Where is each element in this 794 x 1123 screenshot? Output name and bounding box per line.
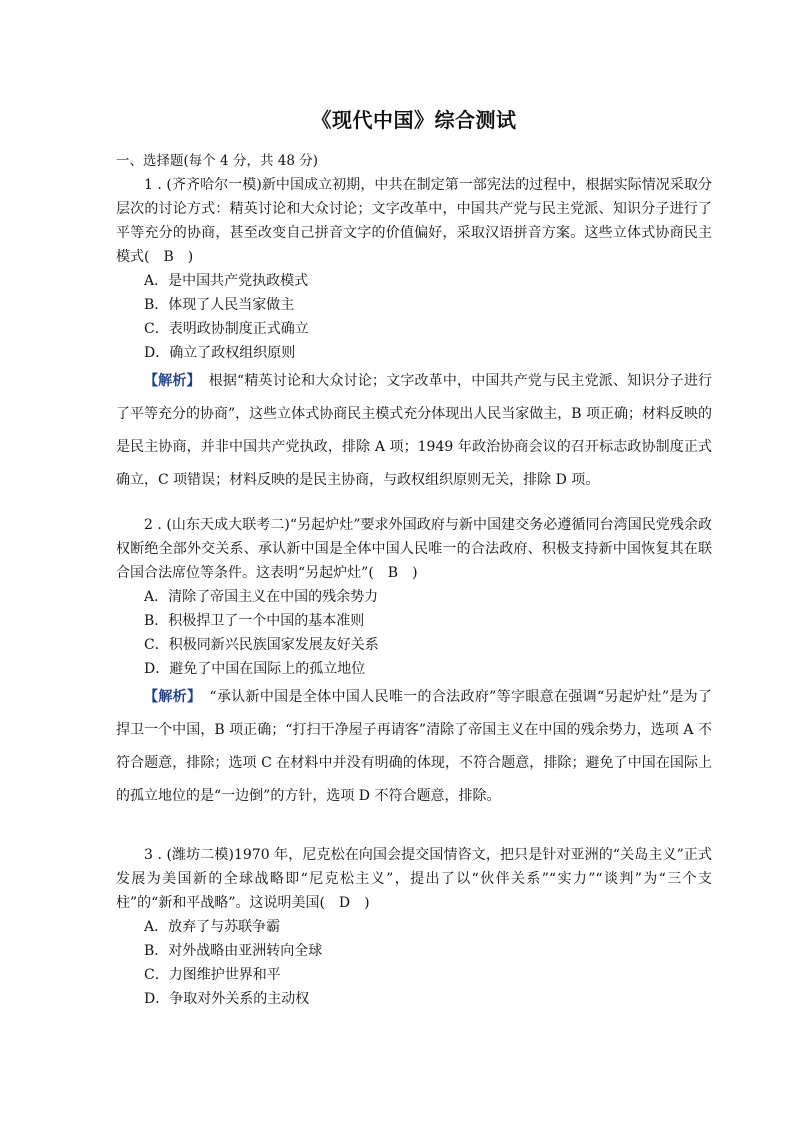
question-1: [116, 173, 712, 497]
analysis-text: 根据“精英讨论和大众讨论；文字改革中，中国共产党与民主党派、知识分子进行了平等充分的协商”，这些立体式协商民主模式充分体现出人民当家做主，B 项正确；材料反映的是民主协商，并非中国共产党执政，排除 A 项；1949 年政治协商会议的召开标志政协制度正式确立，C 项错误；材料反映的是民主协商，与政权组织原则无关，排除 D 项。: [116, 373, 713, 488]
analysis-tag: 【解析】: [144, 373, 201, 389]
option-d: D．争取对外关系的主动权: [144, 991, 310, 1007]
analysis-tag: 【解析】: [144, 689, 202, 705]
analysis: [116, 681, 712, 813]
option-a: A．清除了帝国主义在中国的残余势力: [144, 589, 379, 605]
option-b: B．体现了人民当家做主: [144, 297, 295, 313]
section-heading: 一、选择题(每个 4 分，共 48 分): [116, 153, 318, 169]
option-a: A．放弃了与苏联争霸: [144, 919, 281, 935]
option-d: D．避免了中国在国际上的孤立地位: [144, 661, 366, 677]
analysis-text: “承认新中国是全体中国人民唯一的合法政府”等字眼意在强调“另起炉灶”是为了捍卫一个中国，B 项正确；“打扫干净屋子再请客”清除了帝国主义在中国的残余势力，选项 A 不符合题意，排除；选项 C 在材料中并没有明确的体现，不符合题意，排除；避免了中国在国际上的孤立地位的是“一边倒”的方针，选项 D 不符合题意，排除。: [116, 689, 712, 804]
option-c: C．积极同新兴民族国家发展友好关系: [144, 637, 379, 653]
option-c: C．力图维护世界和平: [144, 967, 281, 983]
option-a: A．是中国共产党执政模式: [144, 273, 309, 289]
question-2: [116, 513, 712, 813]
question-stem: 2 . (山东天成大联考二)“另起炉灶”要求外国政府与新中国建交务必遵循同台湾国民党残余政权断绝全部外交关系、承认新中国是全体中国人民唯一的合法政府、积极支持新中国恢复其在联合国合法席位等条件。这表明“另起炉灶”( B ): [116, 517, 712, 581]
page-title: 《现代中国》综合测试: [311, 108, 517, 132]
option-b: B．对外战略由亚洲转向全球: [144, 943, 323, 959]
option-d: D．确立了政权组织原则: [144, 345, 296, 361]
question-stem: 3 . (潍坊二模)1970 年，尼克松在向国会提交国情咨文，把只是针对亚洲的“关岛主义”正式发展为美国新的全球战略即“尼克松主义”，提出了以“伙伴关系”“实力”“谈判”为“三个支柱”的“新和平战略”。这说明美国( D ): [116, 847, 712, 911]
question-3: [116, 843, 712, 1011]
option-c: C．表明政协制度正式确立: [144, 321, 309, 337]
option-b: B．积极捍卫了一个中国的基本准则: [144, 613, 365, 629]
analysis: [116, 365, 712, 497]
question-stem: 1 . (齐齐哈尔一模)新中国成立初期，中共在制定第一部宪法的过程中，根据实际情况采取分层次的讨论方式：精英讨论和大众讨论；文字改革中，中国共产党与民主党派、知识分子进行了平等充分的协商，甚至改变自己拼音文字的价值偏好，采取汉语拼音方案。这些立体式协商民主模式( B ): [116, 177, 712, 265]
